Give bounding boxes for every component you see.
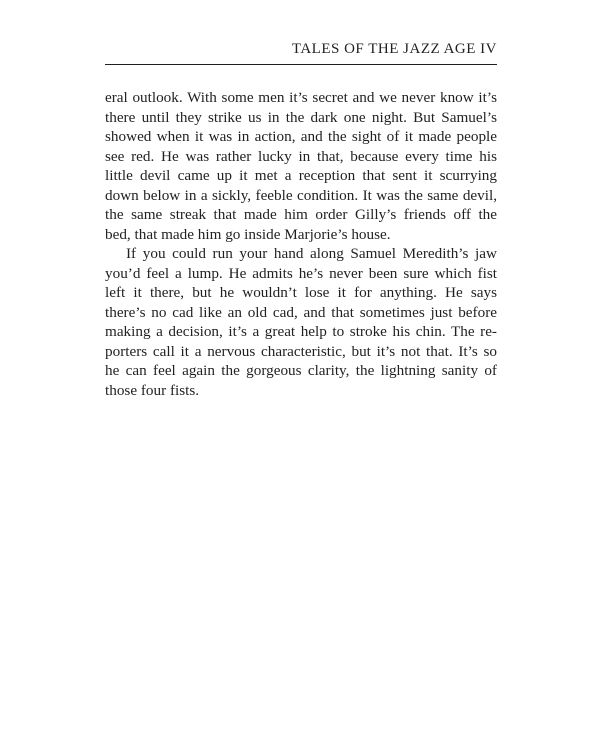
text-line: the same streak that made him order Gilly’s friends off the — [105, 206, 497, 223]
text-line: eral outlook. With some men it’s secret and we never know it’s — [105, 89, 497, 106]
text-line: If you could run your hand along Samuel Meredith’s jaw — [126, 245, 497, 262]
text-line: making a decision, it’s a great help to stroke his chin. The re- — [105, 323, 497, 340]
paragraph — [105, 88, 497, 244]
body-text — [105, 88, 497, 400]
text-line: there until they strike us in the dark one night. But Samuel’s — [105, 108, 497, 126]
text-line: down below in a sickly, feeble condition. It was the same devil, — [105, 186, 497, 204]
running-title: TALES OF THE JAZZ AGE IV — [291, 41, 497, 57]
text-line: see red. He was rather lucky in that, because every time his — [105, 147, 497, 165]
text-line: those four fists. — [105, 381, 200, 399]
text-line: you’d feel a lump. He admits he’s never been sure which fist — [105, 264, 497, 282]
text-line: he can feel again the gorgeous clarity, the lightning sanity of — [105, 362, 497, 379]
text-line: there’s no cad like an old cad, and that sometimes just before — [105, 303, 497, 321]
text-line: bed, that made him go inside Marjorie’s house. — [105, 225, 391, 243]
running-header — [105, 37, 497, 65]
text-line: showed when it was in action, and the sight of it made people — [105, 128, 497, 145]
paragraph — [105, 244, 497, 400]
text-line: left it there, but he wouldn’t lose it for anything. He says — [105, 284, 497, 301]
text-line: little devil came up it met a reception that sent it scurrying — [105, 167, 497, 184]
text-line: porters call it a nervous characteristic, but it’s not that. It’s so — [105, 342, 497, 360]
